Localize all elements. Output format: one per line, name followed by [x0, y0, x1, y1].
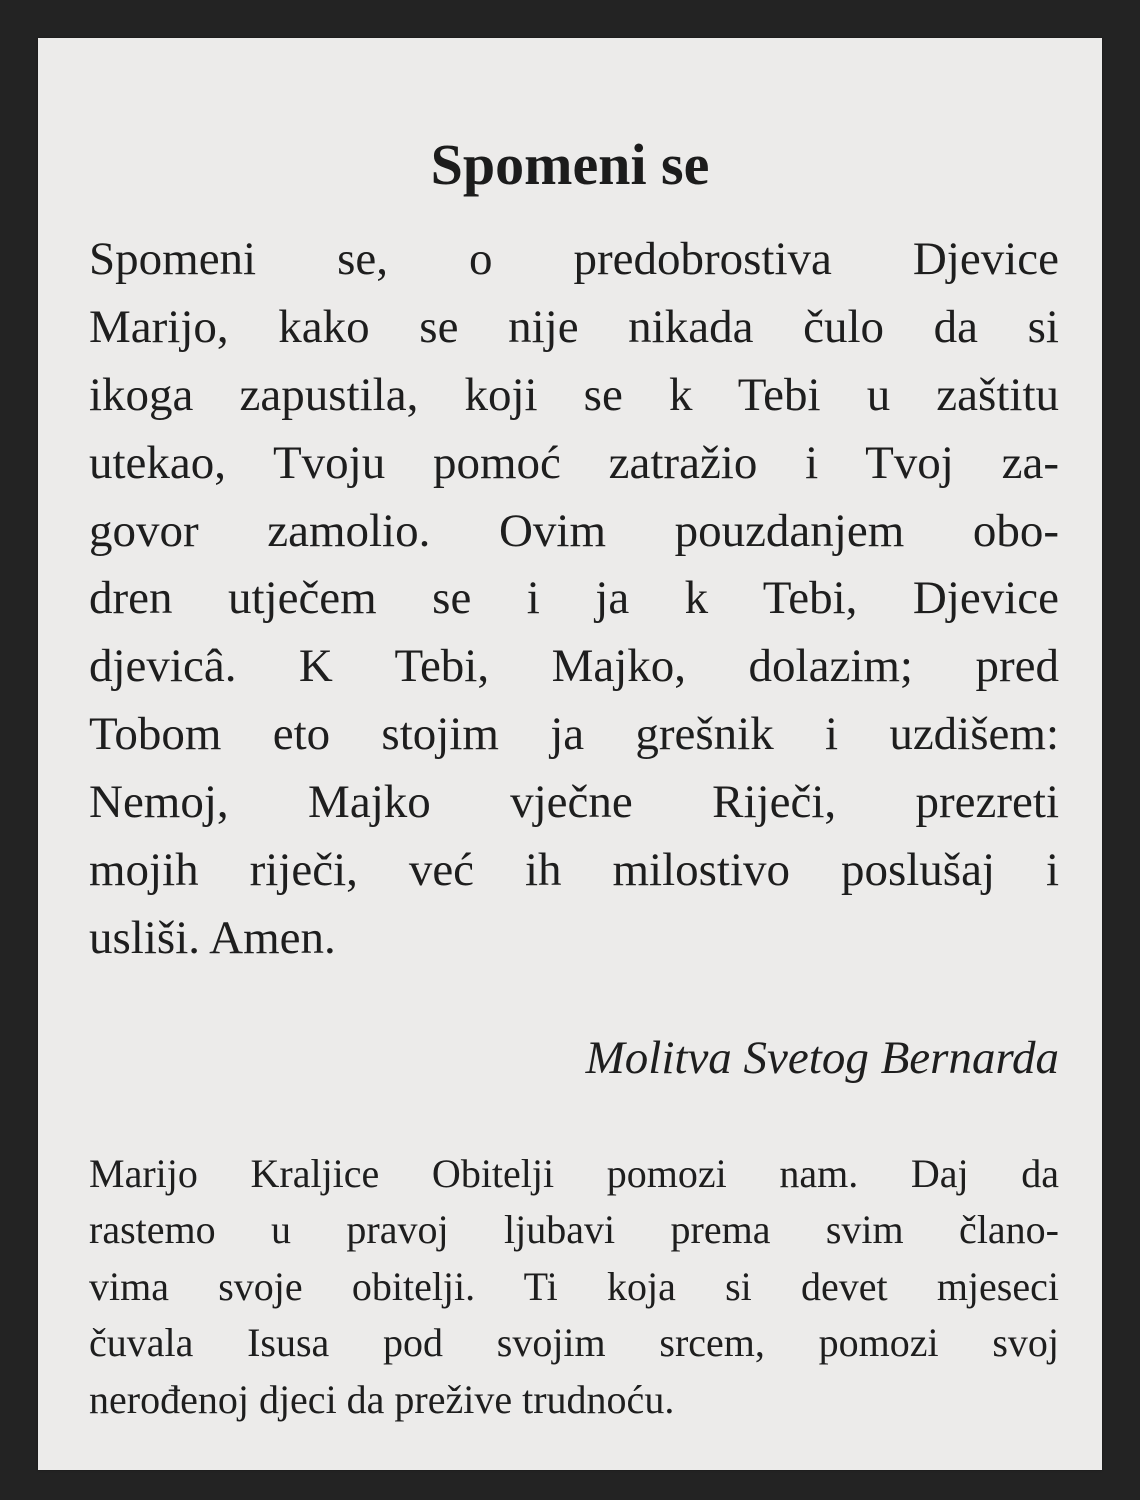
second-prayer-line: rastemo u pravoj ljubavi prema svim člano- [89, 1207, 1059, 1253]
second-prayer-text [89, 1146, 1059, 1428]
prayer-line: usliši. Amen. [89, 911, 336, 964]
prayer-line: ikoga zapustila, koji se k Tebi u zaštitu [89, 368, 1059, 421]
prayer-attribution: Molitva Svetog Bernarda [585, 1032, 1059, 1084]
prayer-card [38, 38, 1102, 1470]
prayer-line: mojih riječi, već ih milostivo poslušaj i [89, 844, 1059, 897]
second-prayer-line: vima svoje obitelji. Ti koja si devet mjeseci [89, 1263, 1059, 1309]
prayer-line: dren utječem se i ja k Tebi, Djevice [89, 572, 1059, 625]
prayer-line: utekao, Tvoju pomoć zatražio i Tvoj za- [89, 436, 1059, 489]
prayer-line: govor zamolio. Ovim pouzdanjem obo- [89, 504, 1059, 557]
prayer-line: Tobom eto stojim ja grešnik i uzdišem: [89, 708, 1059, 761]
prayer-line: Spomeni se, o predobrostiva Djevice [89, 233, 1059, 285]
prayer-line: Nemoj, Majko vječne Riječi, prezreti [89, 776, 1059, 829]
second-prayer-line: nerođenoj djeci da prežive trudnoću. [89, 1376, 675, 1422]
second-prayer-line: čuvala Isusa pod svojim srcem, pomozi svoj [89, 1320, 1059, 1366]
main-prayer-text [89, 226, 1059, 973]
card-title: Spomeni se [430, 132, 710, 197]
prayer-line: Marijo, kako se nije nikada čulo da si [89, 300, 1059, 353]
prayer-line: djevicâ. K Tebi, Majko, dolazim; pred [89, 640, 1059, 693]
second-prayer-line: Marijo Kraljice Obitelji pomozi nam. Daj da [89, 1151, 1059, 1196]
